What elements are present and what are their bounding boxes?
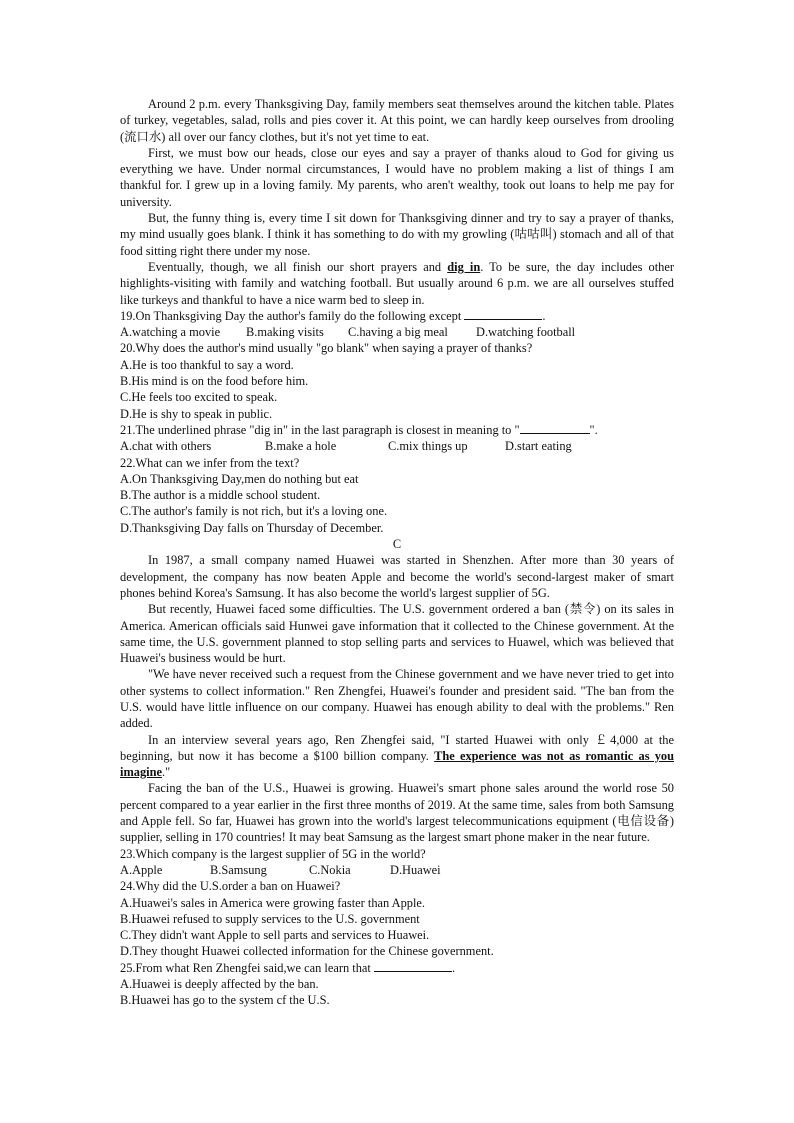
option-d: D.watching football: [476, 325, 576, 340]
option-a: A.watching a movie: [120, 325, 221, 340]
option-a: A.Apple: [120, 862, 163, 877]
paragraph-text: . To be sure, the day includes other highlights-visiting with family and watching football. But usually around 6 p.m. we are all ourselves stuffed like turkeys and thankful to have a nice warm bed to sleep in.: [120, 259, 675, 307]
question-20: 20.Why does the author's mind usually "go blank" when saying a prayer of thanks?: [120, 341, 533, 356]
question-21: [120, 422, 674, 438]
option-d: D.Huawei: [390, 862, 441, 877]
question-19: [120, 308, 674, 324]
passage-c-paragraph-4: [120, 732, 674, 781]
passage-c-paragraph-3: "We have never received such a request from the Chinese government and we have never tried to get into other systems to collect information." Ren Zhengfei, Huawei's founder and president said. "The ban from the U.S. would have little influence on our company. Huawei has enough ability to deal with the problems." Ren added.: [120, 667, 674, 731]
option-c: C.They didn't want Apple to sell parts and services to Huawei.: [120, 928, 430, 943]
option-a: A.Huawei's sales in America were growing faster than Apple.: [120, 895, 426, 910]
question-stem: 25.From what Ren Zhengfei said,we can learn that: [120, 960, 371, 975]
question-stem: 19.On Thanksgiving Day the author's family do the following except: [120, 308, 462, 323]
paragraph-text: Eventually, though, we all finish our short prayers and: [148, 259, 448, 274]
answer-blank: [374, 960, 452, 972]
passage-b-paragraph-2: First, we must bow our heads, close our eyes and say a prayer of thanks aloud to God for giving us everything we have. Under normal circumstances, I would have no problem making a list of things I am thankful for. I grew up in a loving family. My parents, who aren't wealthy, took out loans to help me pay for university.: [120, 145, 674, 209]
passage-b-paragraph-3: But, the funny thing is, every time I sit down for Thanksgiving dinner and try to say a prayer of thanks, my mind usually goes blank. I think it has something to do with my growling (咕咕叫) stomach and all of that food sitting right there under my nose.: [120, 211, 674, 258]
underlined-phrase-dig-in: dig in: [447, 259, 481, 274]
paragraph-text: .": [162, 765, 171, 780]
option-c: C.having a big meal: [348, 325, 448, 340]
option-b: B.Huawei has go to the system cf the U.S.: [120, 993, 330, 1008]
passage-b-paragraph-4: [120, 259, 674, 308]
option-a: A.chat with others: [120, 439, 212, 454]
option-a: A.On Thanksgiving Day,men do nothing but eat: [120, 471, 359, 486]
passage-c-paragraph-1: In 1987, a small company named Huawei was started in Shenzhen. After more than 30 years of development, the company has now beaten Apple and become the world's second-largest maker of smart phones behind Korea's Samsung. It has also become the world's largest supplier of 5G.: [120, 553, 674, 600]
option-b: B.Huawei refused to supply services to the U.S. government: [120, 911, 420, 926]
passage-c-paragraph-2: But recently, Huawei faced some difficulties. The U.S. government ordered a ban (禁令) on its sales in America. American officials said Hunwei gave information that it collected to the Chinese government. At the same time, the U.S. government planned to stop selling parts and services to Huawel, which was believed that Huawei's business would be hurt.: [120, 602, 674, 666]
option-b: B.making visits: [246, 325, 324, 340]
option-c: C.Nokia: [309, 862, 351, 877]
question-stem-end: .: [451, 960, 456, 975]
question-21-options: [120, 438, 674, 454]
option-b: B.His mind is on the food before him.: [120, 374, 309, 389]
question-stem-end: .: [542, 308, 546, 323]
option-a: A.Huawei is deeply affected by the ban.: [120, 977, 319, 992]
question-stem: 21.The underlined phrase "dig in" in the last paragraph is closest in meaning to ": [120, 422, 520, 437]
option-c: C.mix things up: [388, 439, 468, 454]
answer-blank: [520, 422, 590, 434]
section-heading-c: C: [392, 537, 402, 552]
question-23: 23.Which company is the largest supplier of 5G in the world?: [120, 846, 426, 861]
question-25: [120, 960, 674, 976]
passage-b-paragraph-1: Around 2 p.m. every Thanksgiving Day, family members seat themselves around the kitchen table. Plates of turkey, vegetables, salad, rolls and pies cover it. At this point, we can hardly keep ourselves from drooling (流口水) all over our fancy clothes, but it's not yet time to eat.: [120, 97, 674, 144]
option-d: D.start eating: [505, 439, 572, 454]
passage-c-paragraph-5: Facing the ban of the U.S., Huawei is growing. Huawei's smart phone sales around the world rose 50 percent compared to a year earlier in the first three months of 2019. At the same time, sales from both Samsung and Apple fell. So far, Huawei has grown into the world's largest telecommunications equipment (电信设备) supplier, selling in 170 countries! It may beat Samsung as the largest smart phone maker in the near future.: [120, 781, 674, 845]
option-d: D.He is shy to speak in public.: [120, 406, 273, 421]
question-19-options: [120, 324, 674, 340]
option-b: B.Samsung: [210, 862, 267, 877]
question-22: 22.What can we infer from the text?: [120, 455, 300, 470]
answer-blank: [464, 308, 542, 320]
question-24: 24.Why did the U.S.order a ban on Huawei?: [120, 879, 341, 894]
option-b: B.make a hole: [265, 439, 337, 454]
underlined-sentence: The experience was not as romantic as you imagine: [120, 748, 674, 780]
option-b: B.The author is a middle school student.: [120, 488, 321, 503]
exam-sheet: [120, 96, 674, 1009]
option-d: D.They thought Huawei collected information for the Chinese government.: [120, 944, 494, 959]
option-d: D.Thanksgiving Day falls on Thursday of December.: [120, 520, 384, 535]
option-a: A.He is too thankful to say a word.: [120, 357, 294, 372]
question-stem-end: ".: [589, 422, 598, 437]
paragraph-text: In an interview several years ago, Ren Zhengfei said, "I started Huawei with only ￡4,000 at the beginning, but now it has become a $100 billion company.: [120, 732, 674, 763]
question-23-options: [120, 862, 674, 878]
option-c: C.He feels too excited to speak.: [120, 390, 278, 405]
option-c: C.The author's family is not rich, but it's a loving one.: [120, 504, 388, 519]
